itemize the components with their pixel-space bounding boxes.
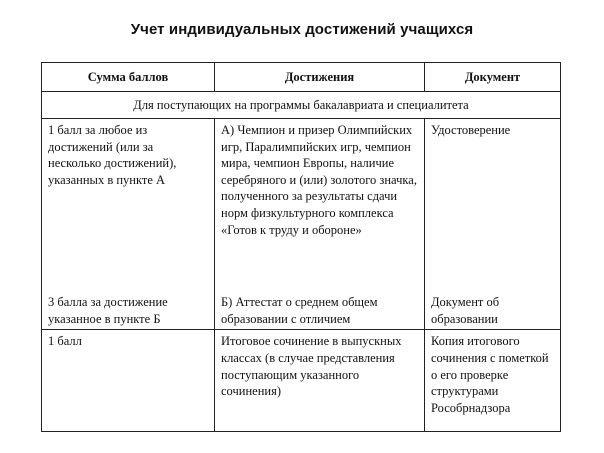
table-row (42, 118, 561, 329)
document-cell: Копия итогового сочинения с пометкой о его проверке структурами Рособрнадзора (425, 330, 561, 432)
page-title: Учет индивидуальных достижений учащихся (130, 21, 474, 38)
document-text-b: Документ об образовании (431, 295, 500, 326)
achievements-table (41, 62, 561, 432)
column-header-document: Документ (425, 63, 561, 92)
score-text-a: 1 балл за любое из достижений (или за несколько достижений), указанных в пункте А (48, 122, 177, 187)
achievement-cell (215, 118, 425, 329)
section-heading: Для поступающих на программы бакалавриата и специалитета (42, 92, 561, 118)
document-cell (425, 118, 561, 329)
document-text-a: Удостоверение (431, 122, 511, 137)
table-row (42, 330, 561, 432)
achievement-text-a: А) Чемпион и призер Олимпийских игр, Паралимпийских игр, чемпион мира, чемпион Европы, наличие серебряного и (или) золотого значка, полученного за результаты сдачи норм физкультурного комплекса «Готов к труду и обороне» (221, 122, 417, 237)
column-header-achievements: Достижения (215, 63, 425, 92)
section-row (42, 92, 561, 118)
achievement-cell: Итоговое сочинение в выпускных классах (в случае представления поступающим указанного сочинения) (215, 330, 425, 432)
score-cell: 1 балл (42, 330, 215, 432)
table-header-row (42, 63, 561, 92)
column-header-score: Сумма баллов (42, 63, 215, 92)
achievement-text-b: Б) Аттестат о среднем общем образовании с отличием (221, 295, 378, 326)
score-text-b: 3 балла за достижение указанное в пункте Б (48, 295, 168, 326)
score-cell (42, 118, 215, 329)
